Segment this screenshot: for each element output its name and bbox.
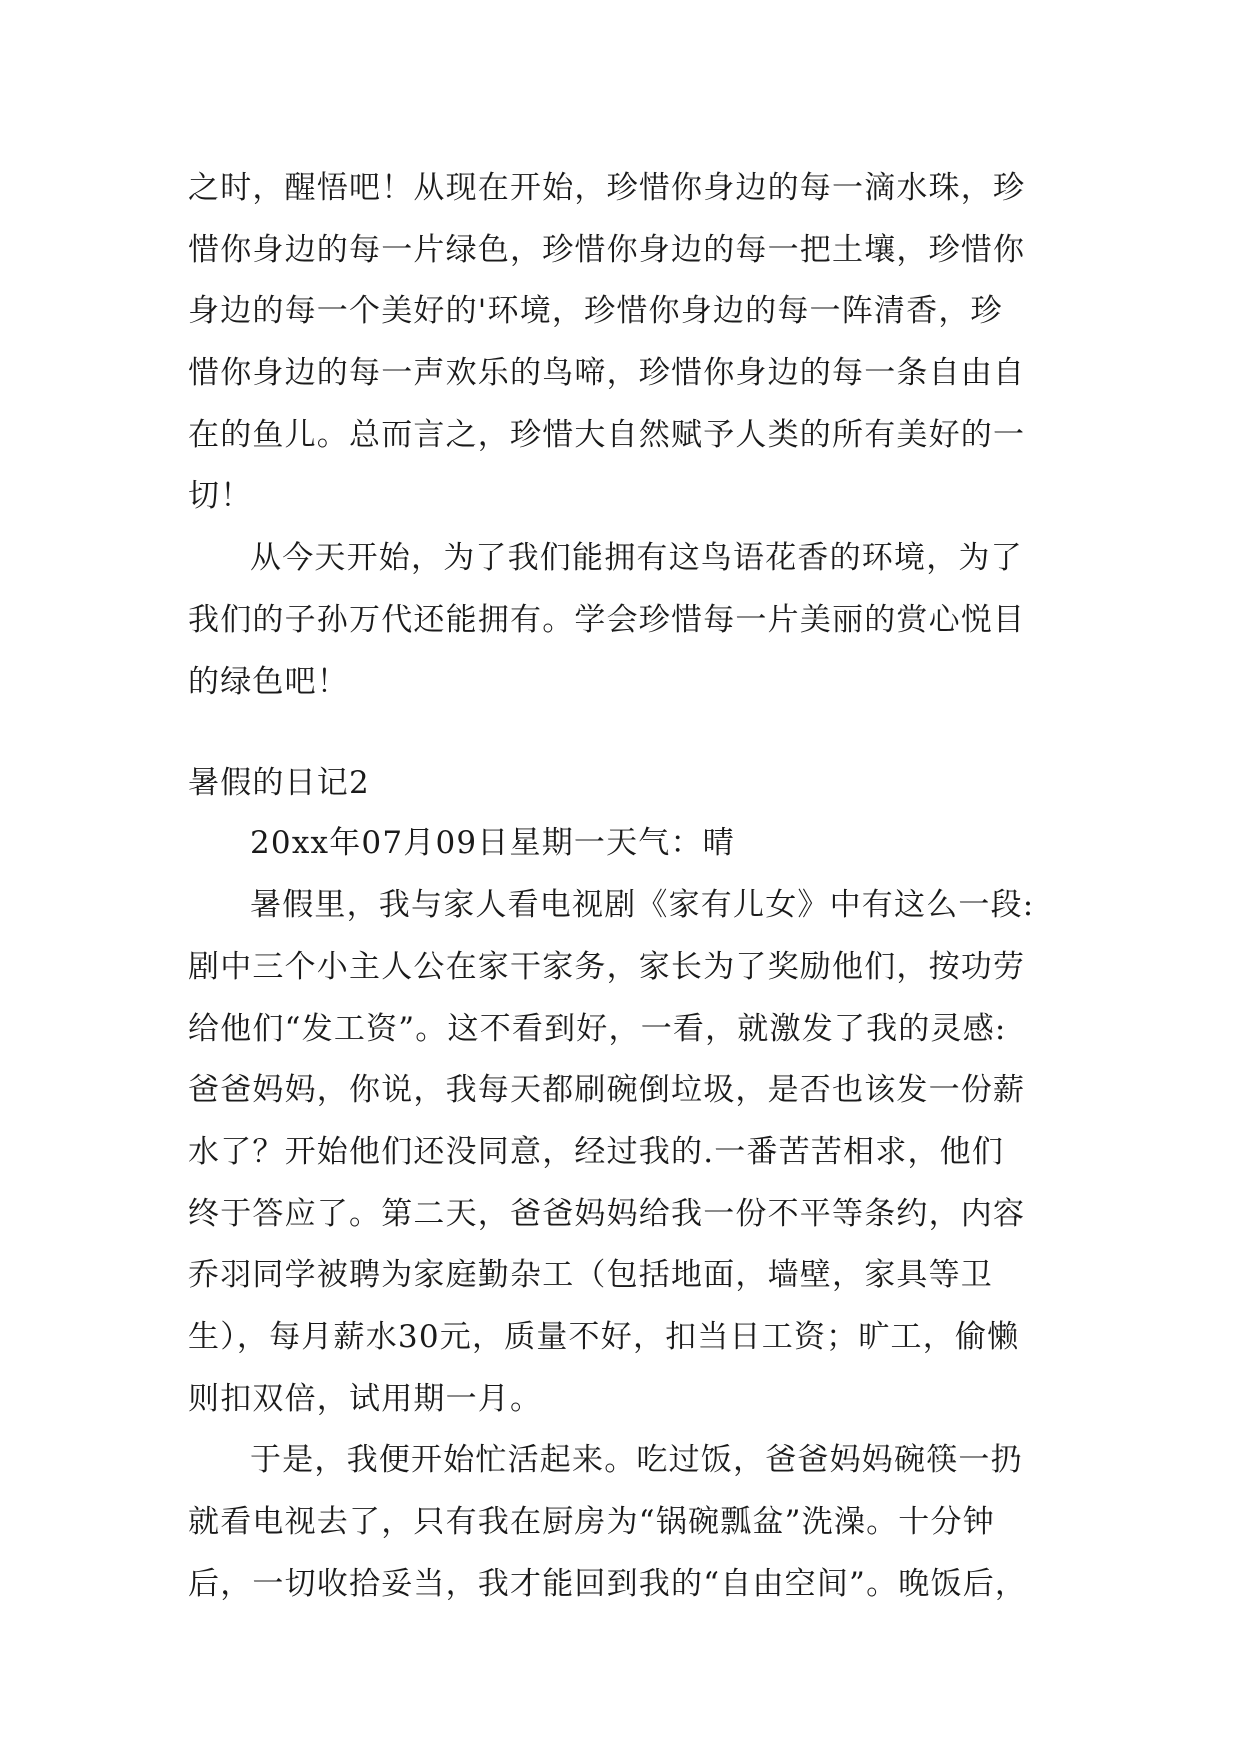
text-line: 暑假里，我与家人看电视剧《家有儿女》中有这么一段: <box>250 887 1035 924</box>
text-line: 惜你身边的每一声欢乐的鸟啼，珍惜你身边的每一条自由自 <box>188 355 1026 392</box>
text-line: 从今天开始，为了我们能拥有这鸟语花香的环境，为了 <box>250 540 1023 577</box>
text-line: 爸爸妈妈，你说，我每天都刷碗倒垃圾，是否也该发一份薪 <box>188 1072 1026 1109</box>
text-line: 在的鱼儿。总而言之，珍惜大自然赋予人类的所有美好的一 <box>188 416 1026 453</box>
paragraph-from-today <box>188 528 1054 713</box>
text-line: 就看电视去了，只有我在厨房为“锅碗瓢盆”洗澡。十分钟 <box>188 1504 995 1541</box>
text-line: 后，一切收拾妥当，我才能回到我的“自由空间”。晚饭后， <box>188 1565 1028 1602</box>
section-gap <box>188 713 1054 755</box>
text-line: 我们的子孙万代还能拥有。学会珍惜每一片美丽的赏心悦目 <box>188 601 1026 638</box>
text-line: 切！ <box>188 478 253 515</box>
text-line: 惜你身边的每一片绿色，珍惜你身边的每一把土壤，珍惜你 <box>188 231 1026 268</box>
text-line: 终于答应了。第二天，爸爸妈妈给我一份不平等条约，内容 <box>188 1195 1026 1232</box>
text-line: 之时，醒悟吧！从现在开始，珍惜你身边的每一滴水珠，珍 <box>188 170 1026 206</box>
text-line: 剧中三个小主人公在家干家务，家长为了奖励他们，按功劳 <box>188 948 1026 985</box>
text-line: 给他们“发工资”。这不看到好，一看，就激发了我的灵感: <box>188 1010 1007 1047</box>
text-line: 生），每月薪水30元，质量不好，扣当日工资；旷工，偷懒 <box>188 1319 1020 1355</box>
paragraph-summer-job <box>188 875 1054 1430</box>
text-line: 水了？开始他们还没同意，经过我的.一番苦苦相求，他们 <box>188 1133 1005 1170</box>
diary-date-line: 20xx年07月09日星期一天气：晴 <box>250 825 735 862</box>
text-line: 于是，我便开始忙活起来。吃过饭，爸爸妈妈碗筷一扔 <box>250 1442 1023 1479</box>
paragraph-start-working <box>188 1430 1054 1615</box>
text-line: 的绿色吧！ <box>188 663 349 700</box>
paragraph-cherish-nature <box>188 158 1054 528</box>
text-line: 乔羽同学被聘为家庭勤杂工（包括地面，墙壁，家具等卫 <box>188 1257 993 1294</box>
text-line: 则扣双倍，试用期一月。 <box>188 1380 543 1417</box>
section-title: 暑假的日记2 <box>188 765 370 802</box>
document-body <box>188 158 1054 1615</box>
text-line: 身边的每一个美好的'环境，珍惜你身边的每一阵清香，珍 <box>188 293 1003 330</box>
